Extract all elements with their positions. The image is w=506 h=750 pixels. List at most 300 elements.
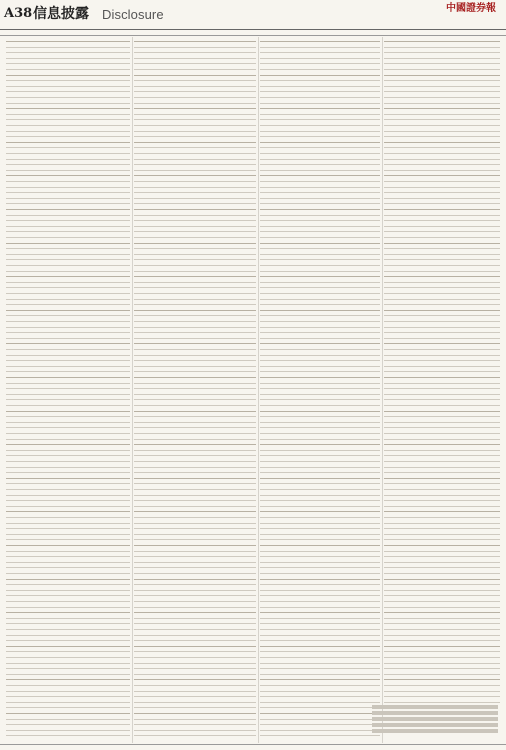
- table-row-rule: [260, 69, 380, 70]
- table-row-rule: [134, 97, 256, 98]
- table-row-rule: [6, 47, 130, 48]
- table-row-rule: [134, 394, 256, 395]
- table-row-rule: [260, 590, 380, 591]
- table-row-rule: [260, 131, 380, 132]
- table-row-rule: [134, 416, 256, 417]
- table-row-rule: [6, 271, 130, 272]
- table-row-rule: [134, 181, 256, 182]
- footer-divider: [0, 744, 506, 745]
- table-column-2: [132, 37, 259, 743]
- table-row-rule: [134, 467, 256, 468]
- table-row-rule: [6, 461, 130, 462]
- table-row-rule: [6, 584, 130, 585]
- table-row-rule: [134, 724, 256, 725]
- table-row-rule: [134, 265, 256, 266]
- table-row-rule: [384, 657, 500, 658]
- table-row-rule: [384, 75, 500, 76]
- table-row-rule: [6, 416, 130, 417]
- table-row-rule: [6, 192, 130, 193]
- table-row-rule: [260, 371, 380, 372]
- table-row-rule: [134, 657, 256, 658]
- table-row-rule: [260, 545, 380, 546]
- table-row-rule: [6, 355, 130, 356]
- table-row-rule: [6, 707, 130, 708]
- table-row-rule: [260, 696, 380, 697]
- table-row-rule: [384, 607, 500, 608]
- notice-paragraph: [372, 705, 498, 741]
- table-row-rule: [384, 377, 500, 378]
- table-row-rule: [6, 651, 130, 652]
- table-row-rule: [6, 377, 130, 378]
- table-row-rule: [134, 343, 256, 344]
- table-row-rule: [260, 556, 380, 557]
- table-row-rule: [260, 612, 380, 613]
- table-row-rule: [384, 366, 500, 367]
- table-row-rule: [384, 461, 500, 462]
- table-row-rule: [134, 579, 256, 580]
- table-row-rule: [134, 427, 256, 428]
- table-row-rule: [6, 321, 130, 322]
- table-row-rule: [260, 483, 380, 484]
- section-code: A38: [4, 6, 33, 21]
- table-row-rule: [6, 388, 130, 389]
- table-row-rule: [260, 551, 380, 552]
- table-row-rule: [384, 338, 500, 339]
- table-row-rule: [260, 506, 380, 507]
- table-row-rule: [134, 203, 256, 204]
- table-row-rule: [6, 147, 130, 148]
- table-row-rule: [384, 237, 500, 238]
- table-row-rule: [260, 523, 380, 524]
- table-row-rule: [260, 528, 380, 529]
- table-row-rule: [384, 433, 500, 434]
- table-row-rule: [260, 411, 380, 412]
- table-row-rule: [260, 136, 380, 137]
- table-row-rule: [134, 612, 256, 613]
- table-row-rule: [134, 495, 256, 496]
- table-row-rule: [384, 299, 500, 300]
- table-row-rule: [134, 556, 256, 557]
- table-row-rule: [260, 422, 380, 423]
- table-row-rule: [260, 63, 380, 64]
- table-row-rule: [6, 304, 130, 305]
- table-row-rule: [260, 349, 380, 350]
- table-row-rule: [134, 472, 256, 473]
- table-row-rule: [384, 439, 500, 440]
- table-row-rule: [134, 730, 256, 731]
- table-row-rule: [6, 657, 130, 658]
- table-row-rule: [260, 304, 380, 305]
- table-row-rule: [134, 91, 256, 92]
- notice-line: [372, 711, 498, 715]
- table-row-rule: [6, 75, 130, 76]
- table-row-rule: [384, 187, 500, 188]
- table-row-rule: [260, 299, 380, 300]
- table-row-rule: [134, 338, 256, 339]
- table-row-rule: [134, 590, 256, 591]
- notice-line: [372, 705, 498, 709]
- table-row-rule: [260, 125, 380, 126]
- table-row-rule: [260, 691, 380, 692]
- table-row-rule: [384, 265, 500, 266]
- table-row-rule: [134, 237, 256, 238]
- table-row-rule: [6, 439, 130, 440]
- table-row-rule: [260, 248, 380, 249]
- table-row-rule: [134, 108, 256, 109]
- table-row-rule: [384, 332, 500, 333]
- table-row-rule: [6, 696, 130, 697]
- table-row-rule: [260, 170, 380, 171]
- table-row-rule: [6, 478, 130, 479]
- table-row-rule: [384, 595, 500, 596]
- table-row-rule: [260, 618, 380, 619]
- table-row-rule: [6, 702, 130, 703]
- table-row-rule: [260, 147, 380, 148]
- table-row-rule: [384, 663, 500, 664]
- table-row-rule: [6, 170, 130, 171]
- table-row-rule: [384, 696, 500, 697]
- table-row-rule: [384, 388, 500, 389]
- table-row-rule: [134, 455, 256, 456]
- table-row-rule: [134, 377, 256, 378]
- table-row-rule: [384, 455, 500, 456]
- table-row-rule: [260, 181, 380, 182]
- table-row-rule: [6, 175, 130, 176]
- table-row-rule: [6, 69, 130, 70]
- table-row-rule: [134, 461, 256, 462]
- table-row-rule: [6, 181, 130, 182]
- newspaper-masthead: 中國證券報: [446, 3, 496, 14]
- table-row-rule: [134, 646, 256, 647]
- table-row-rule: [134, 607, 256, 608]
- table-row-rule: [6, 119, 130, 120]
- table-row-rule: [6, 226, 130, 227]
- table-row-rule: [134, 618, 256, 619]
- table-row-rule: [6, 243, 130, 244]
- table-row-rule: [6, 153, 130, 154]
- table-row-rule: [384, 97, 500, 98]
- table-row-rule: [6, 607, 130, 608]
- table-row-rule: [134, 411, 256, 412]
- table-row-rule: [260, 86, 380, 87]
- table-row-rule: [384, 702, 500, 703]
- table-row-rule: [6, 629, 130, 630]
- table-row-rule: [384, 198, 500, 199]
- table-row-rule: [384, 327, 500, 328]
- table-row-rule: [134, 562, 256, 563]
- table-row-rule: [6, 63, 130, 64]
- table-row-rule: [134, 500, 256, 501]
- table-row-rule: [134, 433, 256, 434]
- table-row-rule: [260, 467, 380, 468]
- table-row-rule: [384, 612, 500, 613]
- table-row-rule: [6, 618, 130, 619]
- table-row-rule: [260, 237, 380, 238]
- disclosure-table: [4, 37, 502, 743]
- table-row-rule: [134, 125, 256, 126]
- table-row-rule: [134, 405, 256, 406]
- table-row-rule: [134, 147, 256, 148]
- table-row-rule: [260, 75, 380, 76]
- table-row-rule: [260, 215, 380, 216]
- table-row-rule: [134, 674, 256, 675]
- table-row-rule: [260, 259, 380, 260]
- table-row-rule: [260, 719, 380, 720]
- table-row-rule: [134, 198, 256, 199]
- table-row-rule: [260, 685, 380, 686]
- table-row-rule: [134, 52, 256, 53]
- table-row-rule: [6, 713, 130, 714]
- table-row-rule: [384, 103, 500, 104]
- table-row-rule: [134, 383, 256, 384]
- table-row-rule: [260, 455, 380, 456]
- table-row-rule: [260, 388, 380, 389]
- table-row-rule: [384, 310, 500, 311]
- table-row-rule: [260, 254, 380, 255]
- table-row-rule: [384, 405, 500, 406]
- table-row-rule: [384, 668, 500, 669]
- table-row-rule: [384, 399, 500, 400]
- table-row-rule: [6, 293, 130, 294]
- table-row-rule: [260, 607, 380, 608]
- table-row-rule: [134, 131, 256, 132]
- table-row-rule: [260, 730, 380, 731]
- table-row-rule: [134, 282, 256, 283]
- table-row-rule: [134, 719, 256, 720]
- table-row-rule: [6, 41, 130, 42]
- table-row-rule: [6, 136, 130, 137]
- table-row-rule: [6, 523, 130, 524]
- table-row-rule: [384, 651, 500, 652]
- table-row-rule: [134, 483, 256, 484]
- table-row-rule: [6, 455, 130, 456]
- table-row-rule: [260, 534, 380, 535]
- table-row-rule: [384, 472, 500, 473]
- table-row-rule: [6, 579, 130, 580]
- table-row-rule: [384, 243, 500, 244]
- table-row-rule: [260, 310, 380, 311]
- table-row-rule: [134, 220, 256, 221]
- table-row-rule: [384, 47, 500, 48]
- table-row-rule: [384, 584, 500, 585]
- table-row-rule: [384, 355, 500, 356]
- table-row-rule: [134, 114, 256, 115]
- table-row-rule: [260, 220, 380, 221]
- notice-line: [372, 723, 498, 727]
- table-row-rule: [260, 657, 380, 658]
- table-row-rule: [260, 377, 380, 378]
- table-row-rule: [6, 506, 130, 507]
- table-row-rule: [260, 623, 380, 624]
- table-row-rule: [134, 153, 256, 154]
- table-row-rule: [260, 416, 380, 417]
- table-row-rule: [134, 528, 256, 529]
- table-row-rule: [260, 282, 380, 283]
- table-row-rule: [260, 119, 380, 120]
- table-row-rule: [384, 635, 500, 636]
- table-row-rule: [6, 125, 130, 126]
- table-row-rule: [134, 254, 256, 255]
- table-row-rule: [134, 713, 256, 714]
- table-row-rule: [260, 383, 380, 384]
- table-row-rule: [260, 433, 380, 434]
- table-row-rule: [384, 674, 500, 675]
- table-row-rule: [384, 259, 500, 260]
- table-row-rule: [6, 254, 130, 255]
- table-row-rule: [384, 119, 500, 120]
- table-row-rule: [6, 276, 130, 277]
- table-row-rule: [384, 623, 500, 624]
- table-row-rule: [6, 467, 130, 468]
- table-row-rule: [6, 685, 130, 686]
- table-row-rule: [384, 58, 500, 59]
- table-row-rule: [6, 259, 130, 260]
- table-row-rule: [260, 315, 380, 316]
- table-row-rule: [384, 231, 500, 232]
- table-row-rule: [6, 500, 130, 501]
- table-row-rule: [6, 483, 130, 484]
- table-row-rule: [6, 730, 130, 731]
- table-row-rule: [134, 551, 256, 552]
- table-row-rule: [384, 159, 500, 160]
- table-row-rule: [134, 58, 256, 59]
- table-row-rule: [260, 646, 380, 647]
- table-row-rule: [260, 567, 380, 568]
- notice-line: [372, 717, 498, 721]
- table-row-rule: [384, 192, 500, 193]
- table-row-rule: [384, 416, 500, 417]
- table-row-rule: [6, 159, 130, 160]
- table-row-rule: [6, 231, 130, 232]
- table-row-rule: [6, 366, 130, 367]
- table-row-rule: [260, 461, 380, 462]
- table-row-rule: [260, 439, 380, 440]
- table-row-rule: [260, 293, 380, 294]
- table-row-rule: [134, 567, 256, 568]
- table-row-rule: [384, 523, 500, 524]
- table-row-rule: [134, 539, 256, 540]
- table-row-rule: [384, 282, 500, 283]
- table-row-rule: [384, 125, 500, 126]
- table-row-rule: [384, 209, 500, 210]
- table-row-rule: [384, 590, 500, 591]
- table-row-rule: [134, 276, 256, 277]
- table-row-rule: [260, 159, 380, 160]
- table-row-rule: [134, 422, 256, 423]
- table-row-rule: [260, 735, 380, 736]
- table-row-rule: [134, 489, 256, 490]
- table-row-rule: [6, 383, 130, 384]
- table-row-rule: [134, 450, 256, 451]
- table-row-rule: [134, 663, 256, 664]
- table-row-rule: [134, 136, 256, 137]
- table-row-rule: [6, 282, 130, 283]
- table-row-rule: [384, 304, 500, 305]
- table-row-rule: [260, 702, 380, 703]
- table-row-rule: [384, 646, 500, 647]
- table-row-rule: [384, 215, 500, 216]
- table-row-rule: [134, 332, 256, 333]
- table-row-rule: [6, 422, 130, 423]
- table-row-rule: [134, 534, 256, 535]
- table-row-rule: [384, 444, 500, 445]
- table-row-rule: [260, 271, 380, 272]
- table-row-rule: [134, 69, 256, 70]
- table-row-rule: [260, 343, 380, 344]
- table-row-rule: [384, 411, 500, 412]
- table-row-rule: [260, 97, 380, 98]
- table-row-rule: [384, 567, 500, 568]
- table-row-rule: [134, 310, 256, 311]
- table-row-rule: [384, 383, 500, 384]
- table-row-rule: [384, 511, 500, 512]
- table-row-rule: [134, 349, 256, 350]
- table-row-rule: [260, 192, 380, 193]
- table-row-rule: [260, 478, 380, 479]
- table-row-rule: [6, 551, 130, 552]
- table-row-rule: [384, 69, 500, 70]
- table-row-rule: [384, 394, 500, 395]
- table-row-rule: [260, 629, 380, 630]
- table-row-rule: [134, 175, 256, 176]
- table-row-rule: [384, 153, 500, 154]
- table-row-rule: [260, 41, 380, 42]
- table-row-rule: [134, 215, 256, 216]
- table-column-3: [258, 37, 383, 743]
- table-row-rule: [384, 147, 500, 148]
- table-row-rule: [6, 623, 130, 624]
- table-row-rule: [134, 192, 256, 193]
- table-row-rule: [6, 349, 130, 350]
- table-row-rule: [134, 691, 256, 692]
- table-row-rule: [260, 651, 380, 652]
- table-row-rule: [384, 276, 500, 277]
- table-row-rule: [134, 304, 256, 305]
- table-row-rule: [134, 248, 256, 249]
- table-row-rule: [384, 506, 500, 507]
- table-row-rule: [6, 668, 130, 669]
- table-row-rule: [134, 545, 256, 546]
- table-row-rule: [384, 478, 500, 479]
- table-row-rule: [6, 338, 130, 339]
- table-row-rule: [260, 663, 380, 664]
- table-row-rule: [134, 63, 256, 64]
- table-row-rule: [384, 573, 500, 574]
- table-row-rule: [134, 226, 256, 227]
- table-row-rule: [134, 439, 256, 440]
- table-row-rule: [260, 399, 380, 400]
- table-row-rule: [6, 394, 130, 395]
- table-row-rule: [6, 724, 130, 725]
- table-row-rule: [384, 679, 500, 680]
- table-row-rule: [260, 153, 380, 154]
- table-row-rule: [260, 114, 380, 115]
- table-row-rule: [6, 315, 130, 316]
- table-row-rule: [260, 573, 380, 574]
- table-row-rule: [384, 114, 500, 115]
- table-row-rule: [260, 724, 380, 725]
- table-row-rule: [134, 523, 256, 524]
- table-column-1: [4, 37, 133, 743]
- table-row-rule: [134, 47, 256, 48]
- table-row-rule: [134, 517, 256, 518]
- table-row-rule: [260, 539, 380, 540]
- table-row-rule: [6, 114, 130, 115]
- table-row-rule: [384, 422, 500, 423]
- table-row-rule: [134, 668, 256, 669]
- table-row-rule: [134, 159, 256, 160]
- table-row-rule: [260, 584, 380, 585]
